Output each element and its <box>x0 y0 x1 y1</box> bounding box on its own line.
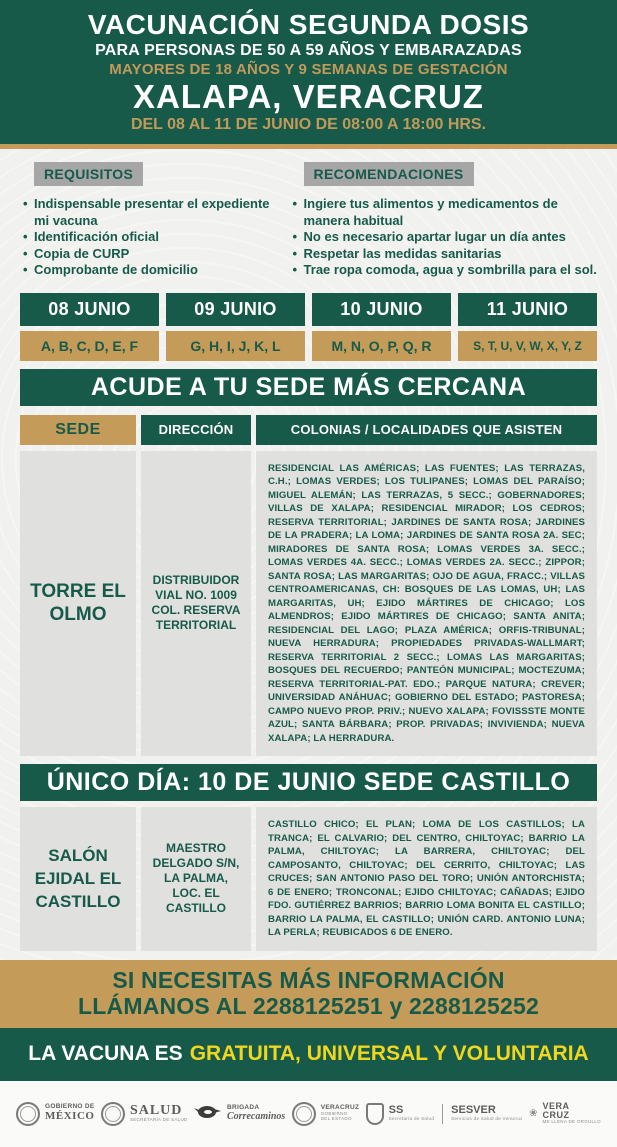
requisitos-item: • Copia de CURP <box>20 246 272 263</box>
column-header-sede: SEDE <box>20 415 136 445</box>
poster-subtitle: PARA PERSONAS DE 50 A 59 AÑOS Y EMBARAZADAS <box>95 42 522 59</box>
ss-abbr-label: SS <box>388 1104 404 1117</box>
correcaminos-label: Correcaminos <box>226 1110 286 1122</box>
ss-shield-icon <box>366 1103 384 1125</box>
salud-seal-icon <box>101 1102 125 1126</box>
logo-veracruz-gobierno <box>292 1102 360 1126</box>
sede-colonias: RESIDENCIAL LAS AMÉRICAS; LAS FUENTES; LAS TERRAZAS, C.H.; LOMAS VERDES; LOS TULIPANES; LOMAS DEL PARAÍSO; MIGUEL ALEMÁN; LAS TERRAZAS, 5 SECC.; GOBERNADORES; VILLAS DE XALAPA; RESIDENCIAL MIRADOR; LOS CEDROS; RESERVA TERRITORIAL; JARDINES DE SANTA ROSA; JARDINES DE LA PRADERA; LA LOMA; JARDINES DE SANTA ROSA 2A. SEC; MIRADORES DE SANTA ROSA; LOMAS VERDES 3A. SECC.; LOMAS VERDES 4A. SECC.; LOMAS VERDES 2A. SECC.; ZIPPOR; SANTA ROSA; LAS MARGARITAS; OJO DE AGUA, FRACC.; VILLAS CENTROAMERICANAS, CH: BOSQUES DE LAS LOMAS, UH; LAS MARGARITAS, UH; EJIDO MÁRTIRES DE CHICAGO; LOS ALMENDROS; EJIDO MÁRTIRES DE CHICAGO; SANTA ANITA; RESIDENCIAL DEL LAGO; PLAZA AMÉRICA; ORFIS-TRIBUNAL; NUEVA HERRADURA; PROPIEDADES PRIVADAS-WALLMART; RESERVA TERRITORIAL 2 SECC.; LOMAS LAS MARGARITAS; BOSQUES DEL RECUERDO; PANTEÓN MUNICIPAL; MOCTEZUMA; RESERVA TERRITORIAL-PAT. EDO.; PARQUE NATURA; CREVER; UNIVERSIDAD ANÁHUAC; GOBIERNO DEL ESTADO; PASTORESA; CAMPO NUEVO PROP. PRIV.; NUEVO XALAPA; FOVISSSTE MONTE AZUL; SANTA BÁRBARA; PROP. PRIVADAS; INVIVIENDA; NUEVA XALAPA; LA HERRADURA. <box>256 451 597 757</box>
ss-text <box>389 1105 434 1121</box>
sede-banner: ACUDE A TU SEDE MÁS CERCANA <box>20 369 597 406</box>
sede-name: SALÓN EJIDAL EL CASTILLO <box>20 807 136 951</box>
sede-colonias: CASTILLO CHICO; EL PLAN; LOMA DE LOS CASTILLOS; LA TRANCA; EL CALVARIO; DEL CENTRO, CHILTOYAC; BARRIO LA PALMA, CHILTOYAC; LA BARRERA, CHILTOYAC; DEL CAMPOSANTO, CHILTOYAC; DEL CERRITO, CHILTOYAC; LAS CRUCES; SAN ANTONIO PASO DEL TORO; UNIÓN ANTORCHISTA; 6 DE ENERO; TRONCONAL; EJIDO CHILTOYAC; CAÑADAS; EJIDO FDO. GUTIÉRREZ BARRIOS; BARRIO LOMA BONITA EL CASTILLO; BARRIO LA PALMA, EL CASTILLO; UNIÓN CARD. ANTONIO LUNA; LA PERLA; REUBICADOS 6 DE ENERO. <box>256 807 597 951</box>
vaccine-banner <box>0 1028 617 1081</box>
cruz-label: CRUZ <box>542 1110 570 1121</box>
schedule-date: 10 JUNIO <box>312 293 451 326</box>
gobierno-mexico-text <box>45 1104 95 1122</box>
gobierno-label: GOBIERNO <box>320 1111 348 1117</box>
salud-text <box>130 1104 188 1123</box>
recomendaciones-item: • Respetar las medidas sanitarias <box>290 246 597 263</box>
vaccine-banner-highlight: GRATUITA, UNIVERSAL Y VOLUNTARIA <box>189 1042 589 1065</box>
tagline-label: ME LLENA DE ORGULLO <box>542 1119 601 1125</box>
brigada-label: BRIGADA <box>226 1103 260 1111</box>
schedule-letters: A, B, C, D, E, F <box>20 331 159 361</box>
veracruz-seal-icon <box>292 1102 316 1126</box>
schedule-day <box>312 293 451 361</box>
schedule-date: 11 JUNIO <box>458 293 597 326</box>
column-header-colonias: COLONIAS / LOCALIDADES QUE ASISTEN <box>256 415 597 445</box>
sede-address: MAESTRO DELGADO S/N, LA PALMA, LOC. EL CASTILLO <box>141 807 251 951</box>
info-phone-line: LLÁMANOS AL 2288125251 y 2288125252 <box>78 992 539 1019</box>
logo-divider <box>442 1104 443 1124</box>
castillo-banner: ÚNICO DÍA: 10 DE JUNIO SEDE CASTILLO <box>20 764 597 801</box>
vera-label: VERA <box>542 1101 570 1112</box>
recomendaciones-column <box>290 162 597 279</box>
sesver-text <box>451 1105 523 1121</box>
mexico-label: MÉXICO <box>45 1110 95 1123</box>
veracruz-gobierno-text <box>321 1105 360 1121</box>
sesver-abbr-label: SESVER <box>451 1104 496 1117</box>
schedule-day <box>20 293 159 361</box>
logo-ss-sesver <box>366 1103 523 1125</box>
date-range: DEL 08 AL 11 DE JUNIO DE 08:00 A 18:00 HRS. <box>130 116 487 133</box>
sede-address: DISTRIBUIDOR VIAL NO. 1009 COL. RESERVA TERRITORIAL <box>141 451 251 757</box>
ss-name-label: Secretaría de Salud <box>388 1115 435 1121</box>
schedule-date: 09 JUNIO <box>166 293 305 326</box>
schedule-letters: M, N, O, P, Q, R <box>312 331 451 361</box>
schedule-day <box>458 293 597 361</box>
recomendaciones-item: • Ingiere tus alimentos y medicamentos de manera habitual <box>290 196 597 229</box>
vaccine-banner-prefix: LA VACUNA ES <box>28 1042 183 1065</box>
header <box>0 0 617 144</box>
del-estado-label: DEL ESTADO <box>320 1115 352 1121</box>
info-banner <box>0 960 617 1028</box>
sede-name: TORRE EL OLMO <box>20 451 136 757</box>
schedule-date: 08 JUNIO <box>20 293 159 326</box>
requisitos-column <box>20 162 272 279</box>
footer-logos <box>0 1081 617 1147</box>
schedule-grid <box>20 293 597 361</box>
salud-label: SALUD <box>129 1102 183 1118</box>
schedule-letters: G, H, I, J, K, L <box>166 331 305 361</box>
column-header-direccion: DIRECCIÓN <box>141 415 251 445</box>
table-row <box>20 451 597 757</box>
veracruz-brand-text <box>542 1102 600 1125</box>
table-row <box>20 807 597 951</box>
requirements-section <box>0 149 617 289</box>
secretaria-salud-label: SECRETARÍA DE SALUD <box>129 1117 188 1123</box>
gobierno-de-label: GOBIERNO DE <box>45 1103 95 1111</box>
table-header <box>20 415 597 445</box>
requisitos-list <box>20 196 272 279</box>
requisitos-title: REQUISITOS <box>34 162 143 186</box>
sesver-name-label: Servicios de Salud de Veracruz <box>451 1115 523 1121</box>
city-title: XALAPA, VERACRUZ <box>133 78 484 115</box>
mexico-seal-icon <box>16 1102 40 1126</box>
info-line-1: SI NECESITAS MÁS INFORMACIÓN <box>112 966 505 993</box>
poster-subtitle-2: MAYORES DE 18 AÑOS Y 9 SEMANAS DE GESTACIÓN <box>109 61 508 78</box>
roadrunner-bird-icon <box>194 1102 222 1125</box>
logo-salud <box>101 1102 188 1126</box>
recomendaciones-item: • No es necesario apartar lugar un día antes <box>290 229 597 246</box>
brigada-text <box>227 1105 285 1122</box>
schedule-day <box>166 293 305 361</box>
logo-brigada-correcaminos <box>194 1102 285 1125</box>
requisitos-item: • Indispensable presentar el expediente mi vacuna <box>20 196 272 229</box>
logo-veracruz-brand <box>529 1102 601 1125</box>
poster-title: VACUNACIÓN SEGUNDA DOSIS <box>87 9 530 40</box>
requisitos-item: • Identificación oficial <box>20 229 272 246</box>
requisitos-item: • Comprobante de domicilio <box>20 262 272 279</box>
logo-gobierno-mexico <box>16 1102 95 1126</box>
recomendaciones-title: RECOMENDACIONES <box>304 162 474 186</box>
flower-icon: ❀ <box>529 1107 538 1119</box>
veracruz-label: VERACRUZ <box>320 1104 360 1112</box>
recomendaciones-list <box>290 196 597 279</box>
schedule-letters: S, T, U, V, W, X, Y, Z <box>458 331 597 361</box>
recomendaciones-item: • Trae ropa comoda, agua y sombrilla para el sol. <box>290 262 597 279</box>
